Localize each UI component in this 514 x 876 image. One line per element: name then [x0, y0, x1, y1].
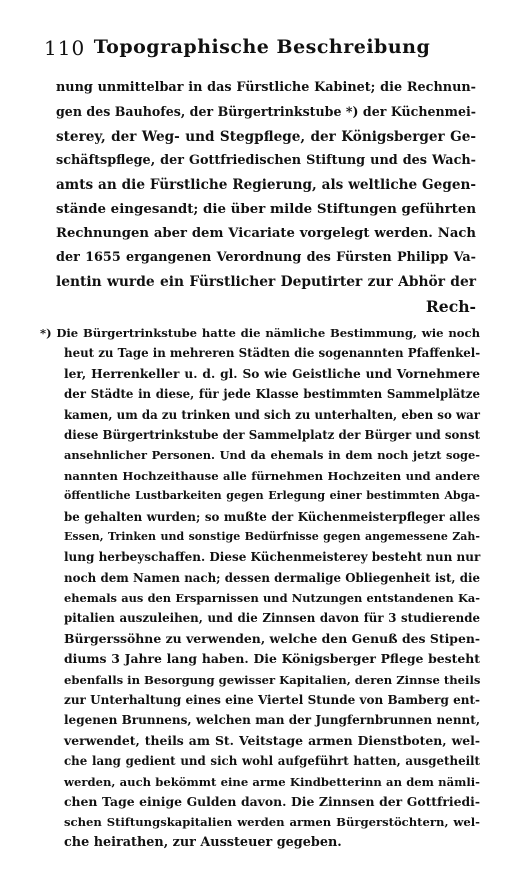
- main-text-line: stände eingesandt; die über milde Stiftungen geführten: [56, 201, 477, 218]
- running-title: Topographische Beschreibung: [93, 36, 431, 58]
- footnote-line: diums 3 Jahre lang haben. Die Königsberger Pflege besteht: [64, 651, 480, 667]
- footnote-line: diese Bürgertrinkstube der Sammelplatz der Bürger und sonst: [64, 427, 481, 442]
- footnote-line: be gehalten wurden; so mußte der Küchenmeisterpfleger alles: [64, 509, 480, 524]
- footnote-line: pitalien auszuleihen, und die Zinnsen davon für 3 studierende: [64, 611, 480, 626]
- footnote-line: schen Stiftungskapitalien werden armen Bürgerstöchtern, wel-: [64, 815, 480, 830]
- footnote-line: che lang gedient und sich wohl aufgeführt hatten, ausgetheilt: [64, 754, 480, 769]
- footnote-line: chen Tage einige Gulden davon. Die Zinnsen der Gottfriedi-: [64, 793, 480, 809]
- footnote-line: verwendet, theils am St. Veitstage armen Dienstboten, wel-: [64, 732, 480, 748]
- footnote-line: ehemals aus den Ersparnissen und Nutzungen entstandenen Ka-: [64, 591, 480, 606]
- footnote-line: *) Die Bürgertrinkstube hatte die nämliche Bestimmung, wie noch: [40, 326, 480, 340]
- main-text-line: gen des Bauhofes, der Bürgertrinkstube *) der Küchenmei-: [56, 104, 476, 120]
- main-text-line: amts an die Fürstliche Regierung, als weltliche Gegen-: [56, 177, 476, 194]
- main-text-line: Rechnungen aber dem Vicariate vorgelegt werden. Nach: [56, 225, 476, 241]
- footnote-line: Bürgerssöhne zu verwenden, welche den Genuß des Stipen-: [64, 630, 480, 646]
- main-text-line: lentin wurde ein Fürstlicher Deputirter zur Abhör der: [56, 274, 476, 291]
- main-text-line: nung unmittelbar in das Fürstliche Kabinet; die Rechnun-: [56, 80, 476, 95]
- footnote-line: noch dem Namen nach; dessen dermalige Obliegenheit ist, die: [64, 570, 480, 585]
- footnote-line: der Städte in diese, für jede Klasse bestimmten Sammelplätze: [64, 387, 480, 402]
- footnote-line: kamen, um da zu trinken und sich zu unterhalten, eben so war: [64, 407, 480, 422]
- footnote-line: ler, Herrenkeller u. d. gl. So wie Geistliche und Vornehmere: [64, 366, 480, 381]
- footnote-line: lung herbeyschaffen. Diese Küchenmeisterey besteht nun nur: [64, 550, 481, 565]
- page-header: [44, 30, 480, 66]
- footnote-line: che heirathen, zur Aussteuer gegeben.: [64, 834, 342, 850]
- footnote-line: zur Unterhaltung eines eine Viertel Stunde von Bamberg ent-: [64, 693, 480, 708]
- page-number: 110: [44, 36, 86, 60]
- main-text-line: schäftspflege, der Gottfriedischen Stiftung und des Wach-: [56, 152, 476, 168]
- footnote-line: ebenfalls in Besorgung gewisser Kapitalien, deren Zinnse theils: [64, 672, 481, 687]
- footnote-block: [40, 323, 480, 853]
- footnote-line: ansehnlicher Personen. Und da ehemals in dem noch jetzt soge-: [64, 448, 480, 463]
- main-text-block: [56, 76, 476, 319]
- catchword: Rech-: [425, 296, 476, 316]
- main-text-line: sterey, der Weg- und Stegpflege, der Königsberger Ge-: [56, 128, 476, 145]
- footnote-line: werden, auch bekömmt eine arme Kindbetterinn an dem nämli-: [64, 774, 480, 789]
- main-text-line: der 1655 ergangenen Verordnung des Fürsten Philipp Va-: [56, 250, 476, 266]
- footnote-line: Essen, Trinken und sonstige Bedürfnisse gegen angemessene Zah-: [64, 529, 480, 543]
- footnote-line: öffentliche Lustbarkeiten gegen Erlegung einer bestimmten Abga-: [64, 489, 480, 503]
- footnote-line: heut zu Tage in mehreren Städten die sogenannten Pfaffenkel-: [64, 346, 481, 361]
- footnote-line: nannten Hochzeithause alle fürnehmen Hochzeiten und andere: [64, 468, 480, 483]
- footnote-line: legenen Brunnens, welchen man der Jungfernbrunnen nennt,: [64, 713, 480, 728]
